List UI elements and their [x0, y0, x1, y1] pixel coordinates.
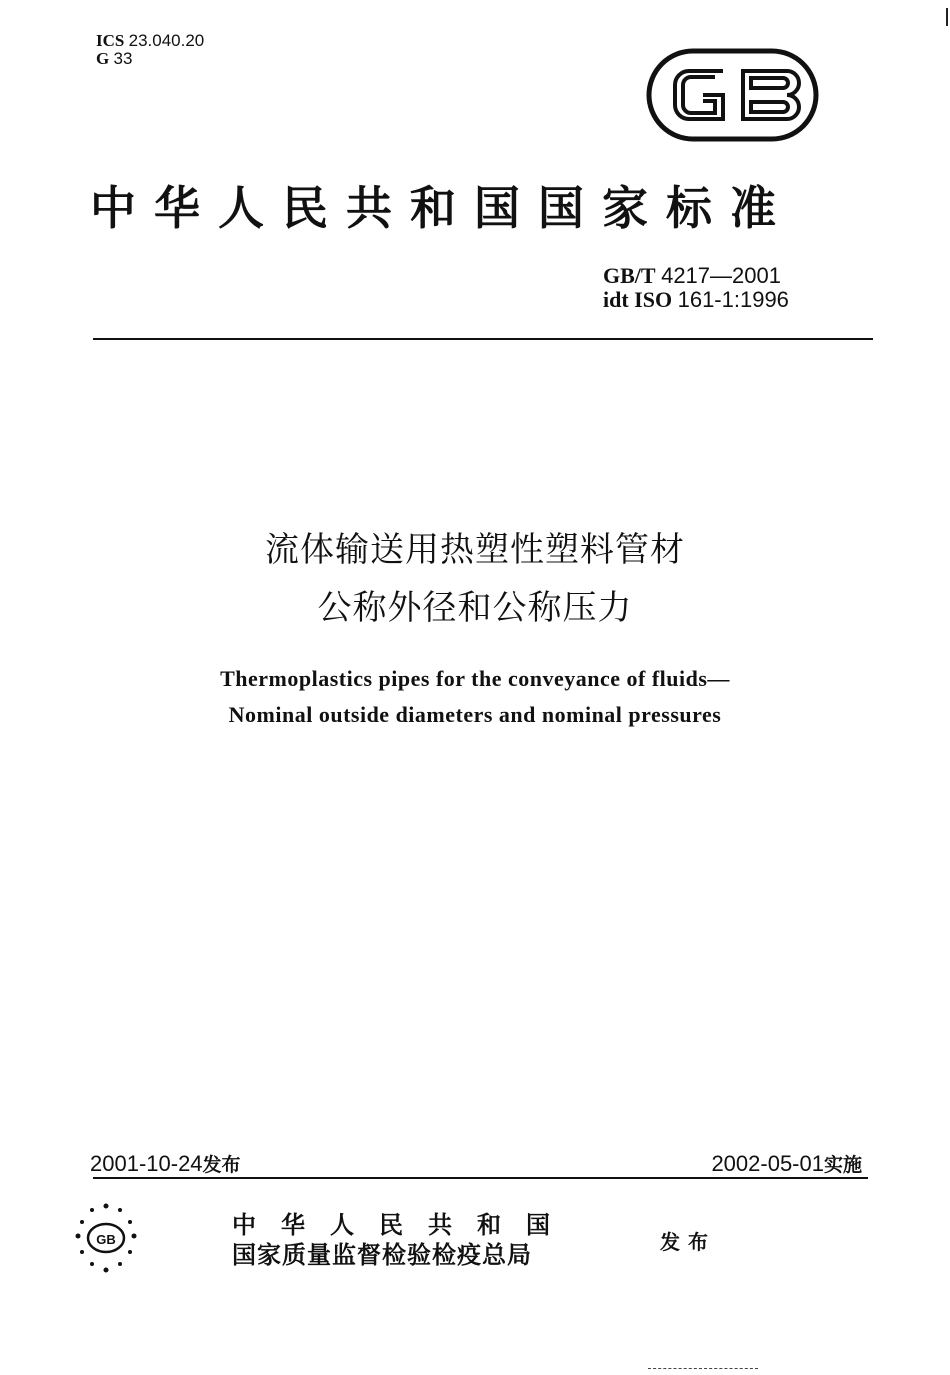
footer-divider [93, 1177, 868, 1179]
ccs-code: G 33 [96, 49, 133, 68]
english-title-line-1: Thermoplastics pipes for the conveyance of fluids— [220, 666, 730, 691]
classification-codes [96, 32, 204, 68]
ics-code: ICS 23.040.20 [96, 31, 205, 50]
header-divider [93, 338, 873, 340]
standard-number: GB/T 4217—2001 [603, 263, 781, 288]
publisher-line-1: 中华人民共和国 [232, 1210, 575, 1239]
chinese-title-line-2: 公称外径和公称压力 [317, 588, 633, 628]
publisher-line-2: 国家质量监督检验检疫总局 [232, 1240, 532, 1269]
implementation-date: 2002-05-01实施 [711, 1151, 862, 1176]
scan-artifact-footer [648, 1368, 758, 1369]
publisher-seal-icon [70, 1198, 142, 1278]
idt-reference: idt ISO 161-1:1996 [603, 287, 789, 312]
gb-logo [645, 45, 820, 145]
standard-category-title: 中华人民共和国国家标准 [90, 181, 794, 235]
english-title-line-2: Nominal outside diameters and nominal pressures [228, 702, 722, 727]
publisher-name [232, 1210, 575, 1270]
seal-logo-text: GB [96, 1232, 116, 1247]
chinese-title-line-1: 流体输送用热塑性塑料管材 [265, 530, 685, 570]
issue-date: 2001-10-24发布 [90, 1151, 241, 1176]
standard-number-block [603, 264, 789, 312]
scan-artifact [946, 8, 948, 26]
publish-verb: 发布 [660, 1230, 716, 1254]
